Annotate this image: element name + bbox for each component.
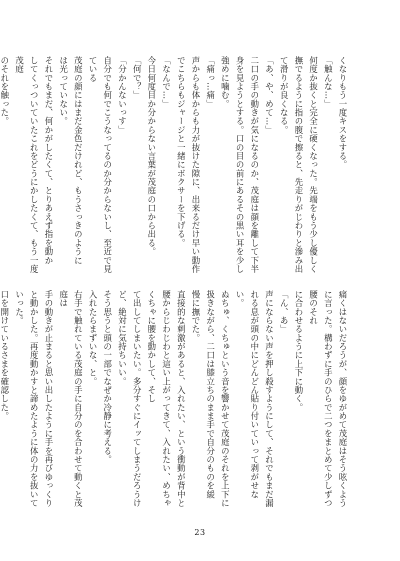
upper-text-block: くなりもう一度キスをする。 「触んな…」 何度か抜くと完全に硬くなった。先端をもう少し優しく 撫でるように指の腹で擦ると、先走りがじわりと滲み出 て滑りが良くなる。 「あ、や、めて…」 二口の手の動きが気になるのか、茂庭は顔を離して下半 身を見ようとする。口の目の前にあるその黒い耳を少し 強めに噛む。 「痛っ…痛」 声からも体からも力が抜けた隙に、出来るだけ早い動作 でこちらもジャージと一緒にボクサーを下げる。 「なんで…」 今日何度目か分からない言葉が茂庭の口から出る。 「何で？」 「分かんないっす」 自分でも何でこうなってるのか分からないし、至近で見ている 茂庭の顔にはまだ金色だけれど、もうさっきのように は光っていない。 それでもまだ、何かがしたくて、とりあえず指を動か してくっついていたこれをどうにかしたくて、もう一度茂庭 のそれを触った。 <box>0 56 348 274</box>
page-number: 23 <box>194 528 206 537</box>
lower-text-block: 痛くはないだろうが、顔をゆがめて茂庭はそう呟くよう に言った。構わずに手のひらで二つをまとめて少しずつ腰のそれ に合わせるように上下に動く。 「ん、あ」 声にならない声を押し殺すようにして、それでもまだ漏 れる息が頭の中にどんどん貼り付いていって剥がせな い。 ぬちゅ、くちゅという音を響かせて茂庭のそれを上下に 扱きながら、二口は膝立ちのまま手で自分のものを緩 慢に撫でた。 直接的な刺激があると、入れたい、という衝動が背中と 腰からじわじわと這い上がってきて、入れたい、めちゃくちゃに腰を動かして、そし て出してしまいたい。多分すぐにイッてしまうだろうけ ど、絶対に気持ちいい。 そう思うと頭の一部でなぜか冷静に考える。 入れたらまずいな、と。 右手で触れている茂庭の手に自分のを合わせて動くと茂庭は 手の動きが止まると思い出したように手を再びゆっくり と動かした。再度動かすと諦めたように体の力を抜いていった。 口を開けているさまを確認した。 <box>0 290 348 508</box>
